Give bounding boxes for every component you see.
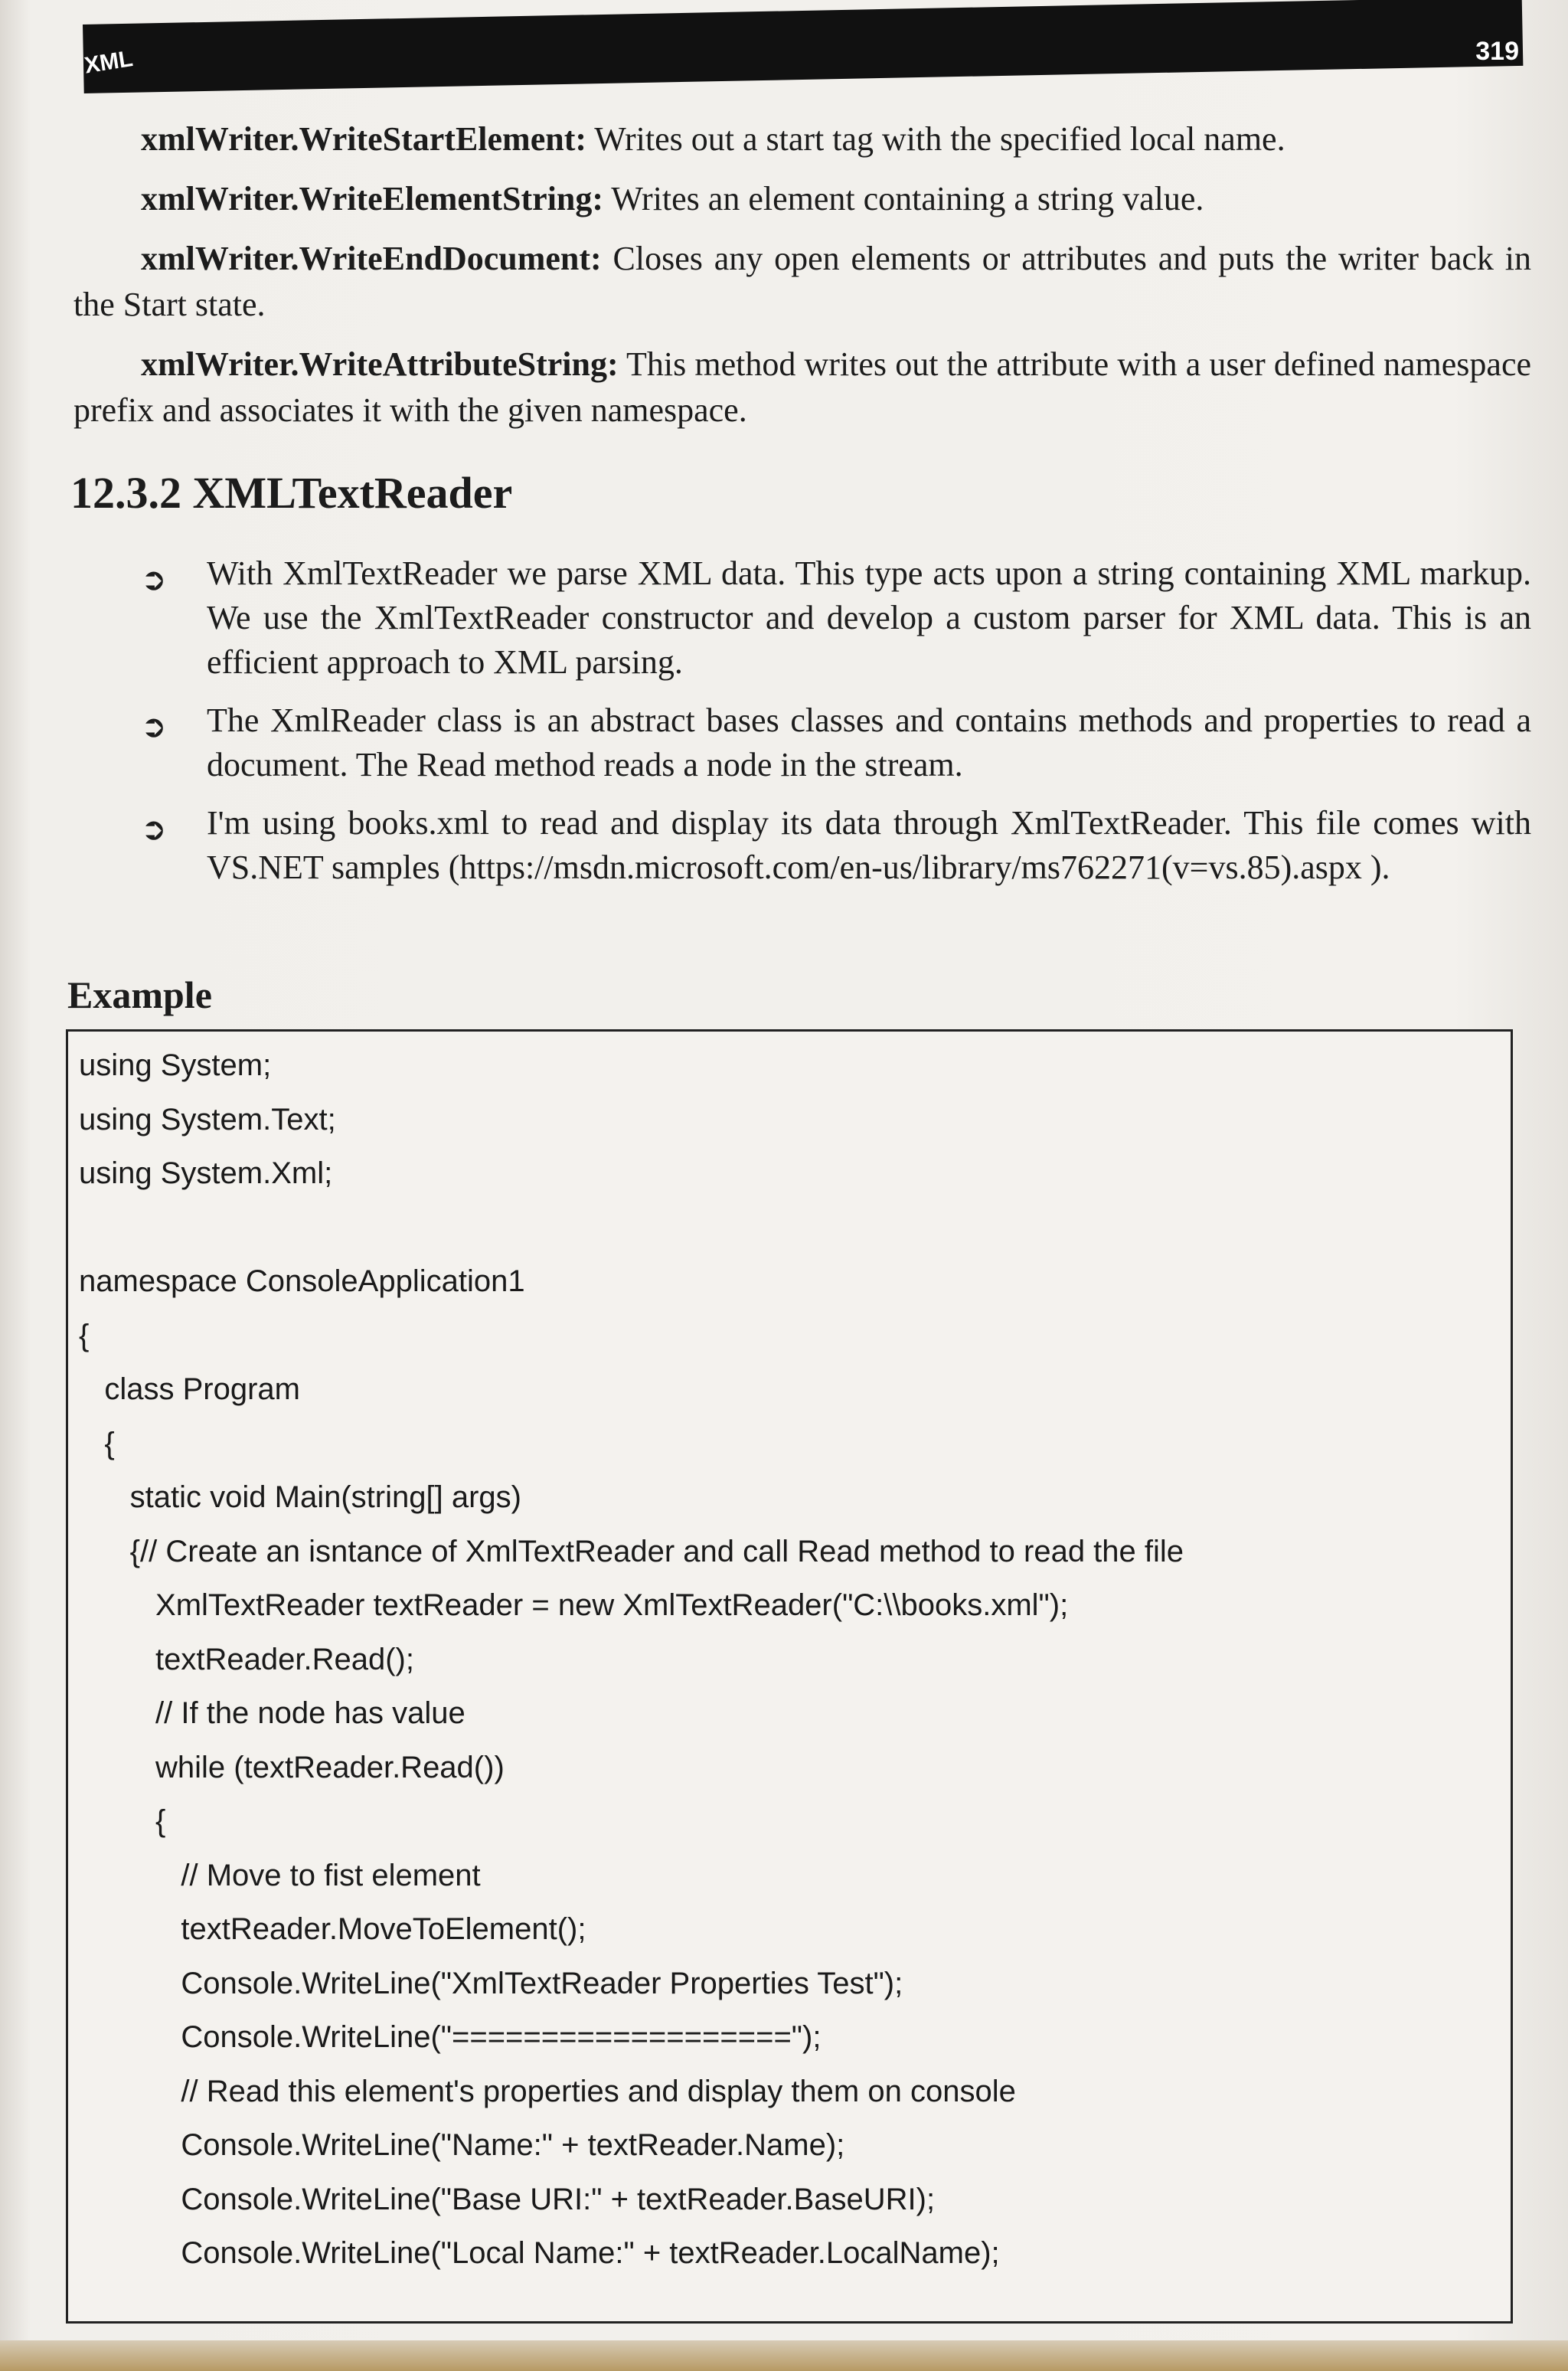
arrow-bullet-icon: ➲	[141, 709, 167, 744]
definition-term: xmlWriter.WriteStartElement:	[141, 120, 587, 158]
code-line: using System.Xml;	[79, 1156, 333, 1190]
definition-item	[74, 236, 1531, 328]
definition-text: This method writes out the attribute with a user defined namespace prefix and associates it with the given namespace.	[74, 345, 1531, 429]
page-number: 319	[1475, 37, 1519, 66]
code-line: class Program	[79, 1372, 300, 1406]
bullet-text: With XmlTextReader we parse XML data. This type acts upon a string containing XML markup. We use the XmlTextReader constructor and develop a custom parser for XML data. This is an efficient approach to XML parsing.	[207, 554, 1531, 681]
code-line: {	[79, 1426, 115, 1460]
bullet-item	[138, 801, 1531, 890]
code-line: using System.Text;	[79, 1102, 336, 1136]
code-line: using System;	[79, 1048, 272, 1082]
code-line: Console.WriteLine("===================");	[79, 2020, 822, 2054]
code-line: {// Create an isntance of XmlTextReader and call Read method to read the file	[79, 1534, 1184, 1568]
code-line: Console.WriteLine("XmlTextReader Properties Test");	[79, 1966, 903, 2000]
definition-term: xmlWriter.WriteElementString:	[141, 180, 604, 217]
definition-list	[74, 116, 1531, 447]
chapter-label: XML	[83, 46, 135, 79]
definition-text: Writes an element containing a string value.	[603, 180, 1204, 217]
code-line: // Read this element's properties and display them on console	[79, 2074, 1016, 2108]
definition-text: Closes any open elements or attributes and puts the writer back in the Start state.	[74, 240, 1531, 323]
definition-term: xmlWriter.WriteEndDocument:	[141, 240, 602, 277]
code-line: XmlTextReader textReader = new XmlTextReader("C:\\books.xml");	[79, 1588, 1069, 1622]
code-line: textReader.MoveToElement();	[79, 1912, 586, 1946]
code-line: Console.WriteLine("Base URI:" + textReader.BaseURI);	[79, 2182, 936, 2216]
code-listing	[66, 1029, 1513, 2324]
bullet-text: The XmlReader class is an abstract bases classes and contains methods and properties to read a document. The Read method reads a node in the stream.	[207, 701, 1531, 783]
code-line: {	[79, 1318, 90, 1352]
bullet-list	[138, 551, 1531, 904]
header-bar	[83, 0, 1523, 93]
bullet-item	[138, 698, 1531, 787]
definition-item	[74, 176, 1531, 222]
code-line: textReader.Read();	[79, 1642, 414, 1676]
arrow-bullet-icon: ➲	[141, 812, 167, 847]
code-line: Console.WriteLine("Local Name:" + textReader.LocalName);	[79, 2236, 1000, 2270]
bullet-item	[138, 551, 1531, 685]
example-heading: Example	[67, 973, 212, 1016]
section-heading: 12.3.2 XMLTextReader	[70, 468, 513, 518]
arrow-bullet-icon: ➲	[141, 562, 167, 597]
code-line: static void Main(string[] args)	[79, 1480, 521, 1514]
definition-term: xmlWriter.WriteAttributeString:	[141, 345, 619, 383]
code-line: // Move to fist element	[79, 1858, 481, 1892]
code-line: namespace ConsoleApplication1	[79, 1264, 525, 1298]
definition-item	[74, 116, 1531, 162]
page-edge	[0, 2340, 1568, 2371]
code-line: while (textReader.Read())	[79, 1750, 505, 1784]
definition-item	[74, 342, 1531, 433]
code-line: // If the node has value	[79, 1696, 466, 1730]
code-line: {	[79, 1804, 166, 1838]
definition-text: Writes out a start tag with the specified local name.	[586, 120, 1285, 158]
code-line: Console.WriteLine("Name:" + textReader.Name);	[79, 2128, 845, 2162]
bullet-text: I'm using books.xml to read and display its data through XmlTextReader. This file comes with VS.NET samples (https://msdn.microsoft.com/en-us/library/ms762271(v=vs.85).aspx ).	[207, 804, 1531, 886]
